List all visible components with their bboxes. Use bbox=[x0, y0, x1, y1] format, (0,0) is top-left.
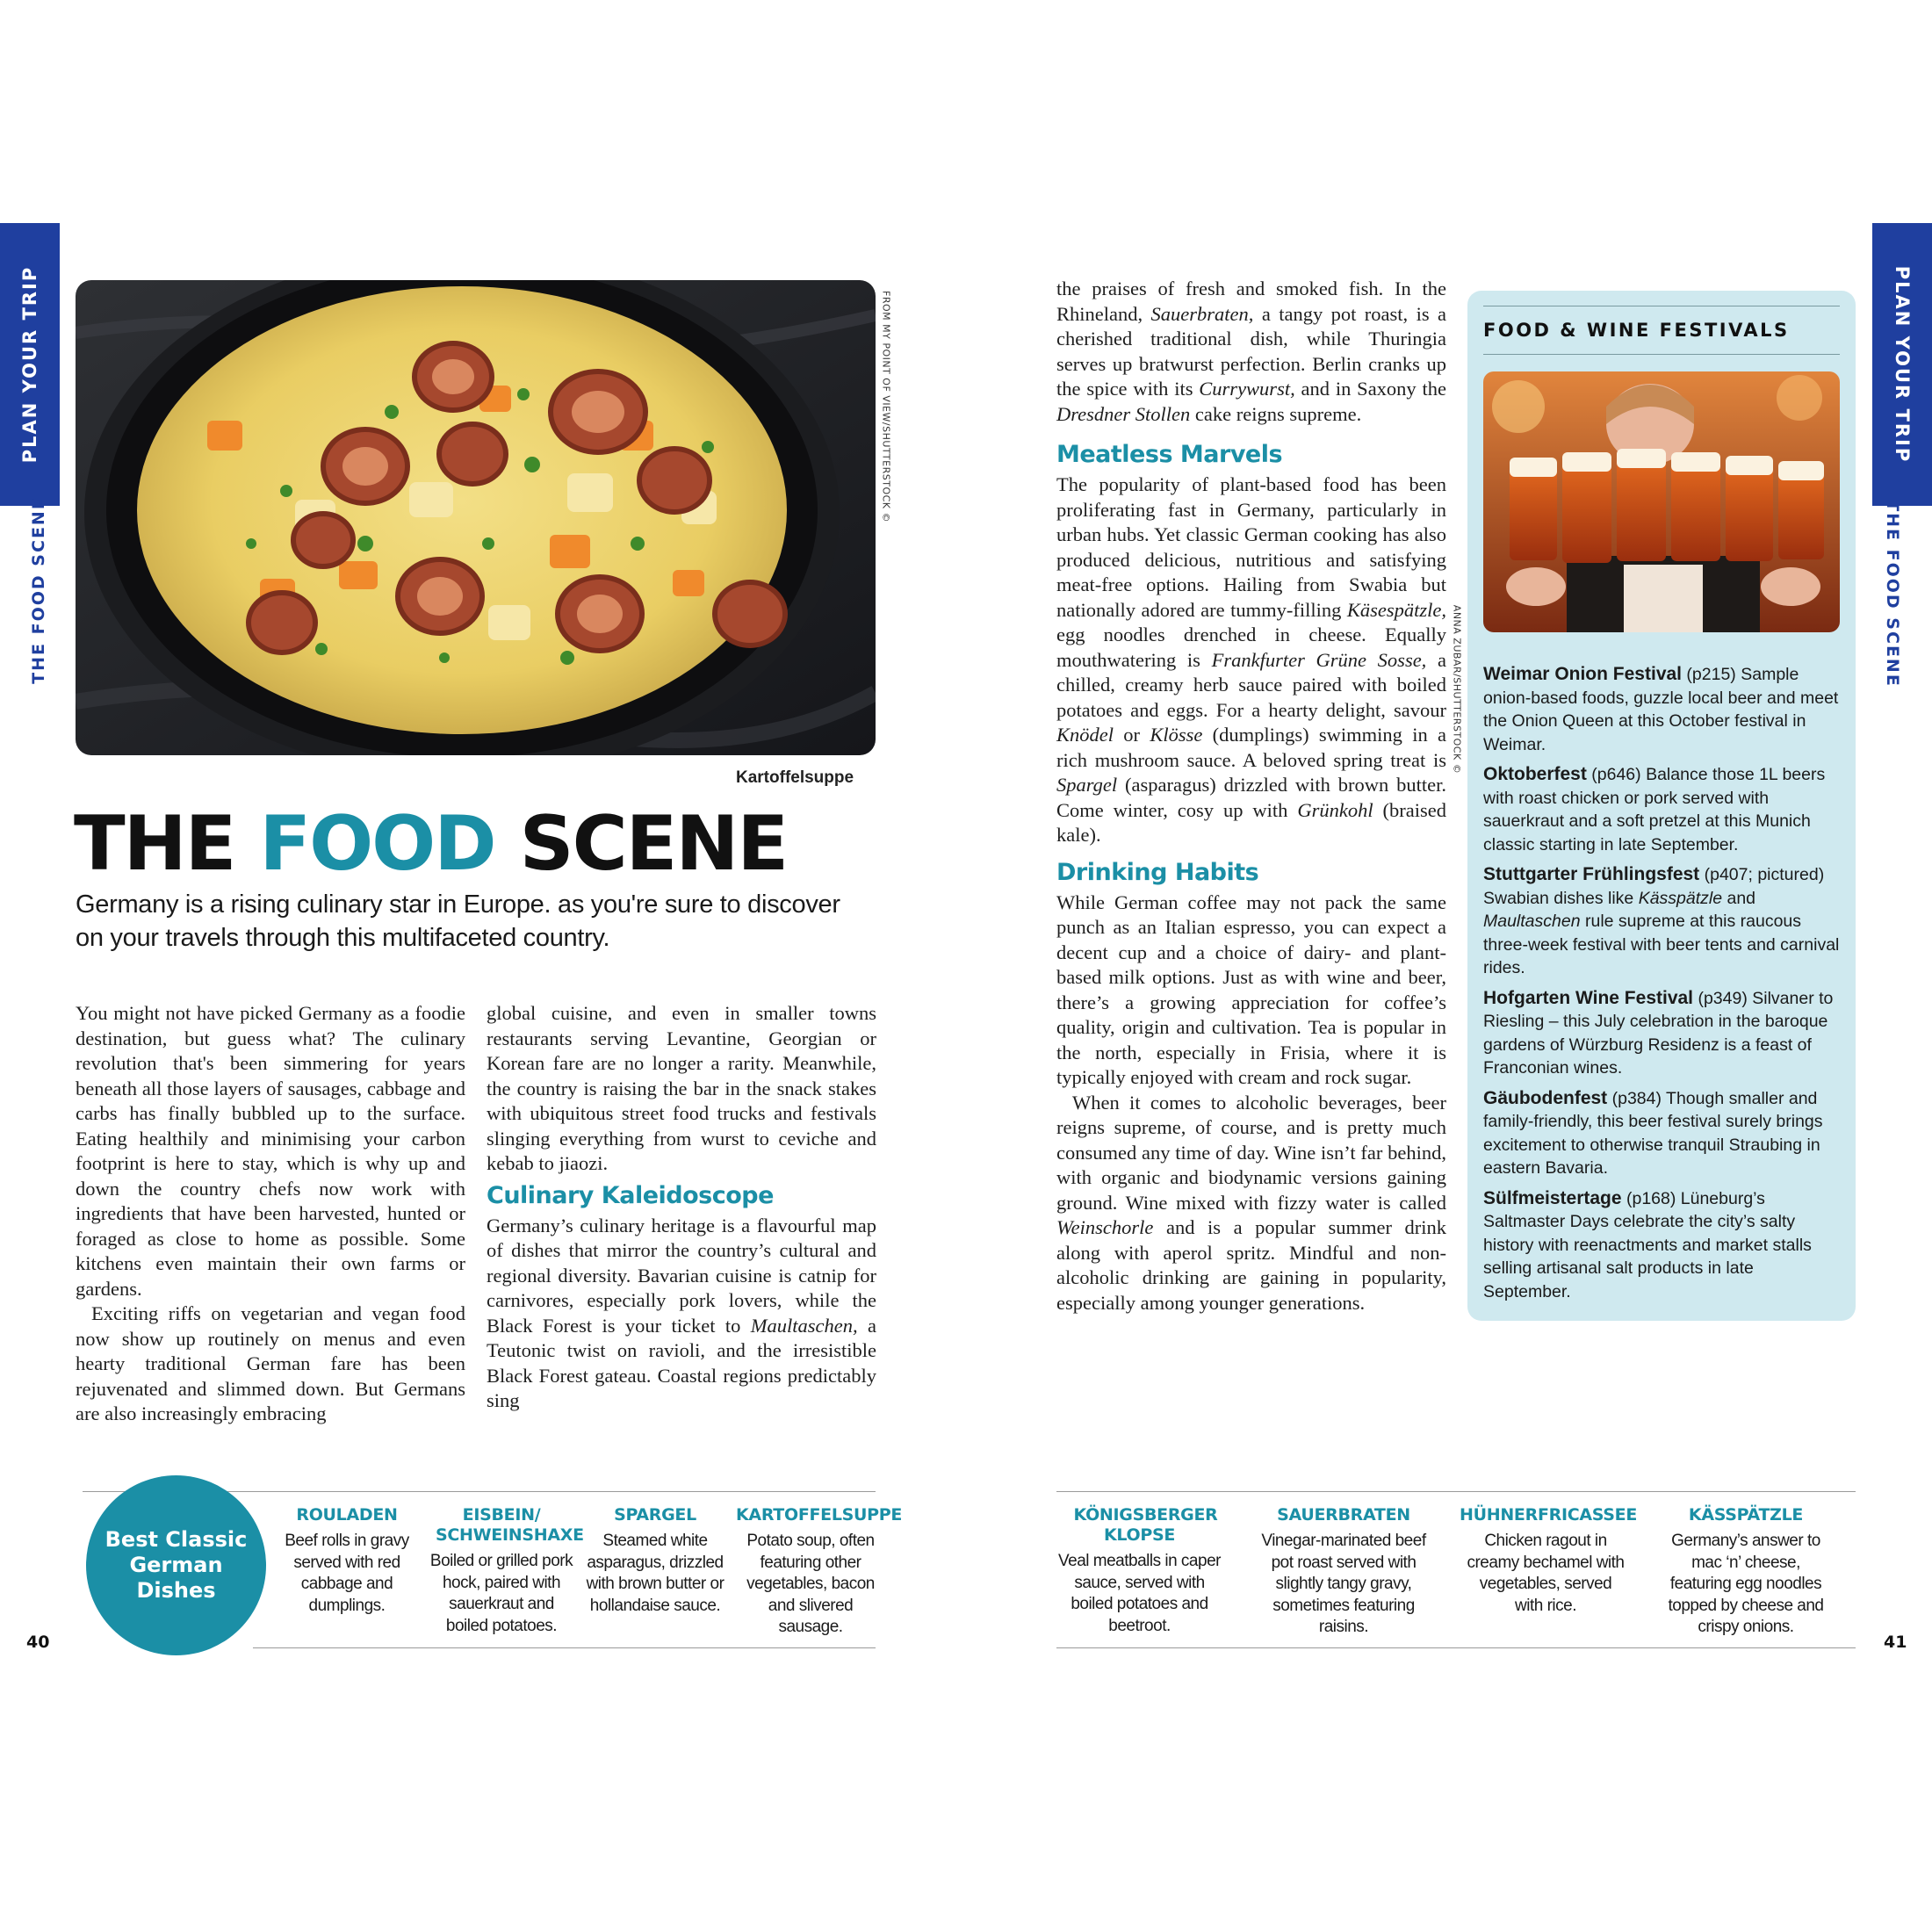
paragraph bbox=[1056, 277, 1446, 427]
text: the praises of fresh and smoked fish. In the Rhineland, bbox=[1056, 278, 1446, 325]
festival-name: Oktoberfest bbox=[1483, 764, 1587, 784]
festival-text: rule supreme at this raucous three-week festival with beer tents and carnival rides. bbox=[1483, 912, 1840, 977]
photo-caption: Kartoffelsuppe bbox=[736, 768, 854, 787]
subheading-drinking: Drinking Habits bbox=[1056, 858, 1259, 886]
dish-card bbox=[586, 1505, 724, 1617]
text-italic: Sauerbraten, bbox=[1150, 302, 1254, 325]
page-number: 40 bbox=[26, 1633, 50, 1652]
text-italic: Knödel bbox=[1056, 724, 1114, 746]
festival-text-italic: Kässpätzle bbox=[1638, 888, 1723, 908]
dish-desc: Beef rolls in gravy served with red cabbage and dumplings. bbox=[285, 1532, 409, 1615]
festival-item bbox=[1483, 763, 1843, 856]
divider bbox=[253, 1647, 876, 1648]
festival-item bbox=[1483, 1187, 1843, 1304]
body-column-2 bbox=[487, 1001, 876, 1414]
festival-ref: (p407; pictured) bbox=[1699, 865, 1825, 884]
festival-photo bbox=[1483, 371, 1840, 632]
dish-name: KÄSSPÄTZLE bbox=[1688, 1505, 1804, 1525]
subheading-kaleidoscope: Culinary Kaleidoscope bbox=[487, 1181, 774, 1209]
lede: Germany is a rising culinary star in Europe. as you're sure to discover on your travels through this multifaceted country. bbox=[76, 890, 840, 952]
festival-text: Swabian dishes like bbox=[1483, 888, 1639, 908]
text: a Teutonic twist on ravioli, and the irresistible Black Forest gateau. Coastal regions predictably sing bbox=[487, 1314, 876, 1411]
beer-steins-icon bbox=[1483, 371, 1840, 632]
festival-item bbox=[1483, 987, 1843, 1080]
dish-card bbox=[1058, 1505, 1221, 1637]
dishes-heading: Best Classic German Dishes bbox=[105, 1527, 248, 1603]
dish-card bbox=[1258, 1505, 1430, 1639]
section-tab-right[interactable] bbox=[1872, 223, 1932, 506]
paragraph bbox=[1056, 472, 1446, 848]
dish-name: HÜHNERFRICASSEE bbox=[1460, 1505, 1638, 1525]
festival-name: Sülfmeistertage bbox=[1483, 1187, 1622, 1208]
text-italic: Klösse bbox=[1150, 724, 1203, 746]
festival-ref: (p168) bbox=[1621, 1188, 1676, 1208]
soup-photo bbox=[76, 280, 876, 755]
text: When it comes to alcoholic beverages, beer reigns supreme, of course, and is pretty much consumed any time of day. Wine isn’t far behind, with organic and biodynamic versions gaining ground. Wine mixed with fizzy water is called bbox=[1056, 1091, 1446, 1214]
festival-item bbox=[1483, 1087, 1843, 1180]
dish-card bbox=[1658, 1505, 1834, 1639]
festival-name: Weimar Onion Festival bbox=[1483, 664, 1683, 684]
text-italic: Currywurst, bbox=[1199, 378, 1295, 400]
divider bbox=[1483, 354, 1840, 355]
page-title bbox=[74, 800, 788, 888]
festival-name: Hofgarten Wine Festival bbox=[1483, 987, 1694, 1008]
photo-credit: ANNA ZUBAR/SHUTTERSTOCK © bbox=[1451, 604, 1463, 775]
text: Germany’s culinary heritage is a flavourful map of dishes that mirror the country’s cultural and regional diversity. Bavarian cuisine is catnip for carnivores, especially pork lovers, while the Black Forest is your ticket to bbox=[487, 1214, 876, 1337]
page-number: 41 bbox=[1884, 1633, 1907, 1652]
paragraph bbox=[1056, 1091, 1446, 1316]
section-tab-label: PLAN YOUR TRIP bbox=[19, 265, 40, 464]
dish-card bbox=[736, 1505, 903, 1639]
text: cake reigns supreme. bbox=[1190, 402, 1362, 425]
section-tab-label: PLAN YOUR TRIP bbox=[1892, 265, 1913, 464]
festival-text: Lüneburg’s Saltmaster Days celebrate the city’s salty history with reenactments and market stalls selling artisanal salt products in late September. bbox=[1483, 1188, 1812, 1301]
dish-card bbox=[429, 1505, 584, 1637]
paragraph: While German coffee may not pack the same punch as an Italian espresso, you can expect a decent cup and a choice of dairy- and plant-based milk options. Just as with wine and beer, there’s a growing appreciation for coffee’s quality, origin and cultivation. Tea is popular in the north, especially in Frisia, where it is typically enjoyed with cream and rock sugar. bbox=[1056, 890, 1446, 1088]
text: and is a popular summer drink along with aperol spritz. Mindful and non-alcoholic drinking are gaining in popularity, especially among younger generations. bbox=[1056, 1216, 1446, 1314]
festival-list bbox=[1483, 663, 1843, 1310]
text-italic: Weinschorle bbox=[1056, 1216, 1154, 1238]
festival-text: Silvaner to Riesling – this July celebration in the baroque gardens of Würzburg Residenz is a feast of Franconian wines. bbox=[1483, 988, 1834, 1078]
body-column-3 bbox=[1056, 277, 1446, 1316]
text-italic: Maultaschen, bbox=[750, 1314, 858, 1337]
festival-name: Gäubodenfest bbox=[1483, 1087, 1608, 1108]
dish-desc: Germany’s answer to mac ‘n’ cheese, featuring egg noodles topped by cheese and crispy onions. bbox=[1668, 1532, 1824, 1636]
dish-name: EISBEIN/ SCHWEINSHAXE bbox=[436, 1505, 584, 1545]
festival-ref: (p349) bbox=[1693, 988, 1748, 1008]
chapter-label-left: THE FOOD SCENE bbox=[29, 496, 48, 684]
festival-name: Stuttgarter Frühlingsfest bbox=[1483, 864, 1700, 884]
dish-desc: Potato soup, often featuring other vegetables, bacon and slivered sausage. bbox=[746, 1532, 875, 1636]
text-italic: Dresdner Stollen bbox=[1056, 402, 1191, 425]
text: and in Saxony the bbox=[1294, 378, 1446, 400]
dish-desc: Boiled or grilled pork hock, paired with sauerkraut and boiled potatoes. bbox=[429, 1552, 573, 1635]
dish-card bbox=[277, 1505, 417, 1617]
text-italic: Frankfurter Grüne Sosse, bbox=[1211, 648, 1427, 671]
title-accent: FOOD bbox=[259, 800, 495, 888]
dish-desc: Steamed white asparagus, drizzled with brown butter or hollandaise sauce. bbox=[586, 1532, 724, 1615]
dish-name: KÖNIGSBERGER KLOPSE bbox=[1073, 1505, 1218, 1545]
festival-text: Balance those 1L beers with roast chicken or pork served with sauerkraut and a soft pretzel at this Munich classic starting in late September. bbox=[1483, 765, 1826, 854]
festival-ref: (p384) bbox=[1607, 1088, 1662, 1108]
text: a chilled, creamy herb sauce paired with boiled potatoes and eggs. For a hearty delight, savour bbox=[1056, 648, 1446, 721]
title-part: SCENE bbox=[494, 800, 788, 888]
section-tab-left[interactable] bbox=[0, 223, 60, 506]
text: (dumplings) swimming in a rich mushroom sauce. A beloved spring treat is bbox=[1056, 724, 1446, 771]
festival-text-italic: Maultaschen bbox=[1483, 912, 1581, 931]
text-italic: Grünkohl bbox=[1297, 798, 1373, 821]
festivals-title: FOOD & WINE FESTIVALS bbox=[1483, 320, 1790, 341]
text: or bbox=[1114, 724, 1150, 746]
festival-item bbox=[1483, 663, 1843, 756]
dish-desc: Vinegar-marinated beef pot roast served with slightly tangy gravy, sometimes featuring raisins. bbox=[1261, 1532, 1426, 1636]
dish-name: KARTOFFELSUPPE bbox=[736, 1505, 903, 1525]
festival-text: and bbox=[1722, 888, 1756, 908]
festival-ref: (p215) bbox=[1682, 665, 1736, 684]
text: (asparagus) drizzled with brown butter. Come winter, cosy up with bbox=[1056, 774, 1446, 821]
divider bbox=[1056, 1647, 1856, 1648]
title-part: THE bbox=[74, 800, 260, 888]
festival-text: Sample onion-based foods, guzzle local beer and meet the Onion Queen at this October festival in Weimar. bbox=[1483, 665, 1839, 754]
dish-desc: Veal meatballs in caper sauce, served with boiled potatoes and beetroot. bbox=[1058, 1552, 1221, 1635]
body-column-1 bbox=[76, 1001, 465, 1427]
paragraph: global cuisine, and even in smaller towns restaurants serving Levantine, Georgian or Korean fare are no longer a rarity. Meanwhile, the country is raising the bar in the snack stakes with ubiquitous street food trucks and festivals slinging everything from wurst to ceviche and kebab to jiaozi. bbox=[487, 1002, 876, 1174]
chapter-label-right: THE FOOD SCENE bbox=[1883, 500, 1902, 688]
paragraph: You might not have picked Germany as a foodie destination, but guess what? The culinary revolution that's been simmering for years beneath all those layers of sausages, cabbage and carbs has finally bubbled up to the surface. Eating healthily and minimising your carbon footprint is here to stay, which is why up and down the country chefs now work with ingredients that have been harvested, hunted or foraged as close to home as possible. Some kitchens even maintain their own farms or gardens. bbox=[76, 1002, 465, 1300]
festival-ref: (p646) bbox=[1586, 765, 1641, 784]
text-italic: Käsespätzle, bbox=[1346, 598, 1446, 621]
divider bbox=[1056, 1491, 1856, 1492]
text: a tangy pot roast, is a cherished traditional dish, while Thuringia serves up bratwurst perfection. Berlin cranks up the spice with its bbox=[1056, 302, 1446, 400]
dish-name: ROULADEN bbox=[296, 1505, 398, 1525]
dish-name: SPARGEL bbox=[614, 1505, 696, 1525]
text: (braised kale). bbox=[1056, 798, 1446, 846]
text: The popularity of plant-based food has been proliferating fast in Germany, particularly in urban hubs. Yet classic German cooking has also produced delicious, nutritious and satisfying meat-free options. Hailing from Swabia but nationally adored are tummy-filling bbox=[1056, 473, 1446, 621]
subheading-meatless: Meatless Marvels bbox=[1056, 441, 1283, 468]
dish-name: SAUERBRATEN bbox=[1277, 1505, 1410, 1525]
dish-card bbox=[1460, 1505, 1638, 1617]
festival-item bbox=[1483, 863, 1843, 980]
soup-bowl-icon bbox=[76, 280, 876, 755]
text-italic: Spargel bbox=[1056, 774, 1118, 796]
photo-credit: FROM MY POINT OF VIEW/SHUTTERSTOCK © bbox=[880, 291, 892, 523]
dishes-badge bbox=[86, 1475, 266, 1655]
paragraph bbox=[487, 1214, 876, 1414]
festival-text: Though smaller and family-friendly, this beer festival surely brings excitement to otherwise tranquil Straubing in eastern Bavaria. bbox=[1483, 1088, 1823, 1178]
text: egg noodles drenched in cheese. Equally mouthwatering is bbox=[1056, 624, 1446, 671]
festivals-sidebar bbox=[1467, 291, 1856, 1321]
paragraph: Exciting riffs on vegetarian and vegan food now show up routinely on menus and even hearty traditional German fare has been rejuvenated and slimmed down. But Germans are also increasingly embracing bbox=[76, 1302, 465, 1424]
dish-desc: Chicken ragout in creamy bechamel with vegetables, served with rice. bbox=[1467, 1532, 1625, 1615]
